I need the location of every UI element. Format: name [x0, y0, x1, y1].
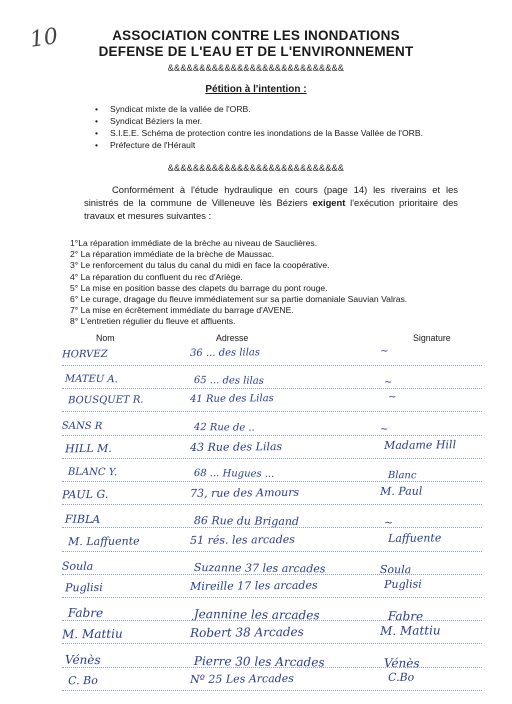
signatory-address: 42 Rue de .. [193, 421, 255, 434]
signatory-name: C. Bo [67, 673, 98, 688]
signatory-name: PAUL G. [61, 488, 109, 502]
signature-line [62, 388, 482, 389]
section-separator: &&&&&&&&&&&&&&&&&&&&&&&&&&&& [167, 163, 345, 173]
signatory-address: 36 ... des lilas [189, 347, 261, 360]
signatory-address: Pierre 30 les Arcades [193, 653, 325, 669]
signatory-name: M. Laffuente [67, 534, 140, 548]
signatory-address: 41 Rue des Lilas [189, 393, 274, 406]
demand-item: 3° Le renforcement du talus du canal du midi en face la coopérative. [70, 260, 330, 271]
signatory-signature: ~ [379, 345, 389, 358]
demand-list [70, 238, 407, 328]
header-line-2: DEFENSE DE L'EAU ET DE L'ENVIRONNEMENT [98, 44, 414, 59]
recipient-item: • Syndicat mixte de la vallée de l'ORB. [95, 103, 423, 115]
signatory-address: Suzanne 37 les arcades [193, 560, 326, 576]
signatory-signature: M. Paul [379, 484, 423, 499]
signatory-signature: ~ [383, 377, 393, 389]
signature-line [62, 597, 482, 598]
signatory-address: Mireille 17 les arcades [189, 578, 318, 594]
paragraph-text-end: l'exécution prioritaire des travaux et mesures suivantes : [84, 197, 458, 221]
signatory-name: FIBLA [64, 513, 101, 527]
signature-line [62, 411, 482, 412]
signatory-signature: Vénès [383, 655, 420, 670]
demand-item: 6° Le curage, dragage du fleuve immédiatement sur sa partie domaniale Sauvian Valras. [70, 294, 408, 305]
demand-item: 8° L'entretien régulier du fleuve et affluents. [70, 316, 236, 327]
signature-line [62, 551, 482, 552]
signatory-name: BLANC Y. [67, 466, 118, 479]
demand-item: 1°La réparation immédiate de la brèche au niveau de Sauclières. [70, 238, 318, 248]
signatory-signature: M. Mattiu [379, 623, 441, 639]
signatory-name: BOUSQUET R. [67, 394, 144, 407]
paragraph-emphasis: exigent [312, 197, 346, 208]
signatory-name: MATEU A. [64, 373, 118, 386]
recipient-list [95, 103, 423, 151]
signatory-signature: Blanc [387, 470, 417, 482]
paragraph-text: Conformément à l'étude hydraulique en cours (page 14) les riverains et les sinistrés de la commune de Villeneuve lès Béziers [84, 184, 458, 208]
signatory-name: Puglisi [64, 580, 103, 595]
signatory-address: 68 ... Hugues ... [193, 468, 275, 480]
signature-line [62, 435, 482, 436]
signature-line [62, 667, 482, 668]
demand-item: 5° La mise en position basse des clapets du barrage du pont rouge. [70, 282, 328, 293]
signatory-address: Nº 25 Les Arcades [189, 671, 294, 686]
signature-line [62, 527, 482, 528]
signatory-name: HILL M. [64, 441, 112, 456]
signatory-name: SANS R [61, 420, 103, 432]
signature-line [62, 458, 482, 459]
signatory-signature: Puglisi [383, 577, 422, 591]
signature-line [62, 481, 482, 482]
signatory-name: HORVEZ [61, 348, 108, 361]
signature-line [62, 620, 482, 621]
recipient-item: • S.I.E.E. Schéma de protection contre les inondations de la Basse Vallée de l'ORB. [95, 127, 423, 139]
signatory-signature: ~ [387, 392, 397, 404]
signatory-signature: ~ [383, 516, 394, 530]
signatory-address: 73, rue des Amours [189, 486, 300, 501]
signatory-name: Vénès [64, 652, 101, 667]
header-separator: &&&&&&&&&&&&&&&&&&&&&&&&&&&& [167, 63, 345, 73]
signature-line [62, 365, 482, 366]
petition-paragraph [84, 183, 458, 222]
signatory-signature: Fabre [387, 609, 424, 624]
signature-line [62, 643, 482, 644]
signatory-signature: Laffuente [387, 530, 442, 545]
page-number: 10 [28, 24, 60, 53]
demand-item: 7° La mise en écrêtement immédiate du barrage d'AVENE. [70, 305, 294, 316]
signature-line [62, 574, 482, 575]
signatory-name: M. Mattiu [61, 627, 123, 642]
signatory-address: Jeannine les arcades [193, 607, 320, 623]
signatory-name: Fabre [67, 605, 104, 621]
signatory-name: Soula [61, 559, 94, 573]
signatory-signature: Soula [379, 562, 412, 577]
signatory-address: 65 ... des lilas [193, 375, 264, 387]
signature-line [62, 504, 482, 505]
demand-item: 2° La réparation immédiate de la brèche de Maussac. [70, 249, 275, 260]
demand-item: 4° La réparation du confluent du rec d'Ariège. [70, 271, 243, 282]
signatory-address: 86 Rue du Brigand [193, 514, 300, 529]
signatory-address: 43 Rue des Lilas [189, 439, 283, 454]
column-header-signature: Signature [413, 333, 451, 343]
signatory-address: Robert 38 Arcades [189, 625, 304, 641]
signature-line [62, 690, 482, 691]
signatory-signature: ~ [379, 423, 389, 435]
signatory-signature: C.Bo [387, 670, 415, 684]
header-line-1: ASSOCIATION CONTRE LES INONDATIONS [112, 28, 400, 43]
column-header-nom: Nom [96, 333, 115, 343]
recipient-item: • Préfecture de l'Hérault [95, 139, 423, 151]
intent-title: Pétition à l'intention : [205, 84, 307, 95]
column-header-adresse: Adresse [216, 333, 249, 343]
signatory-address: 51 rés. les arcades [189, 532, 295, 547]
recipient-item: • Syndicat Béziers la mer. [95, 115, 423, 127]
signatory-signature: Madame Hill [383, 438, 457, 452]
